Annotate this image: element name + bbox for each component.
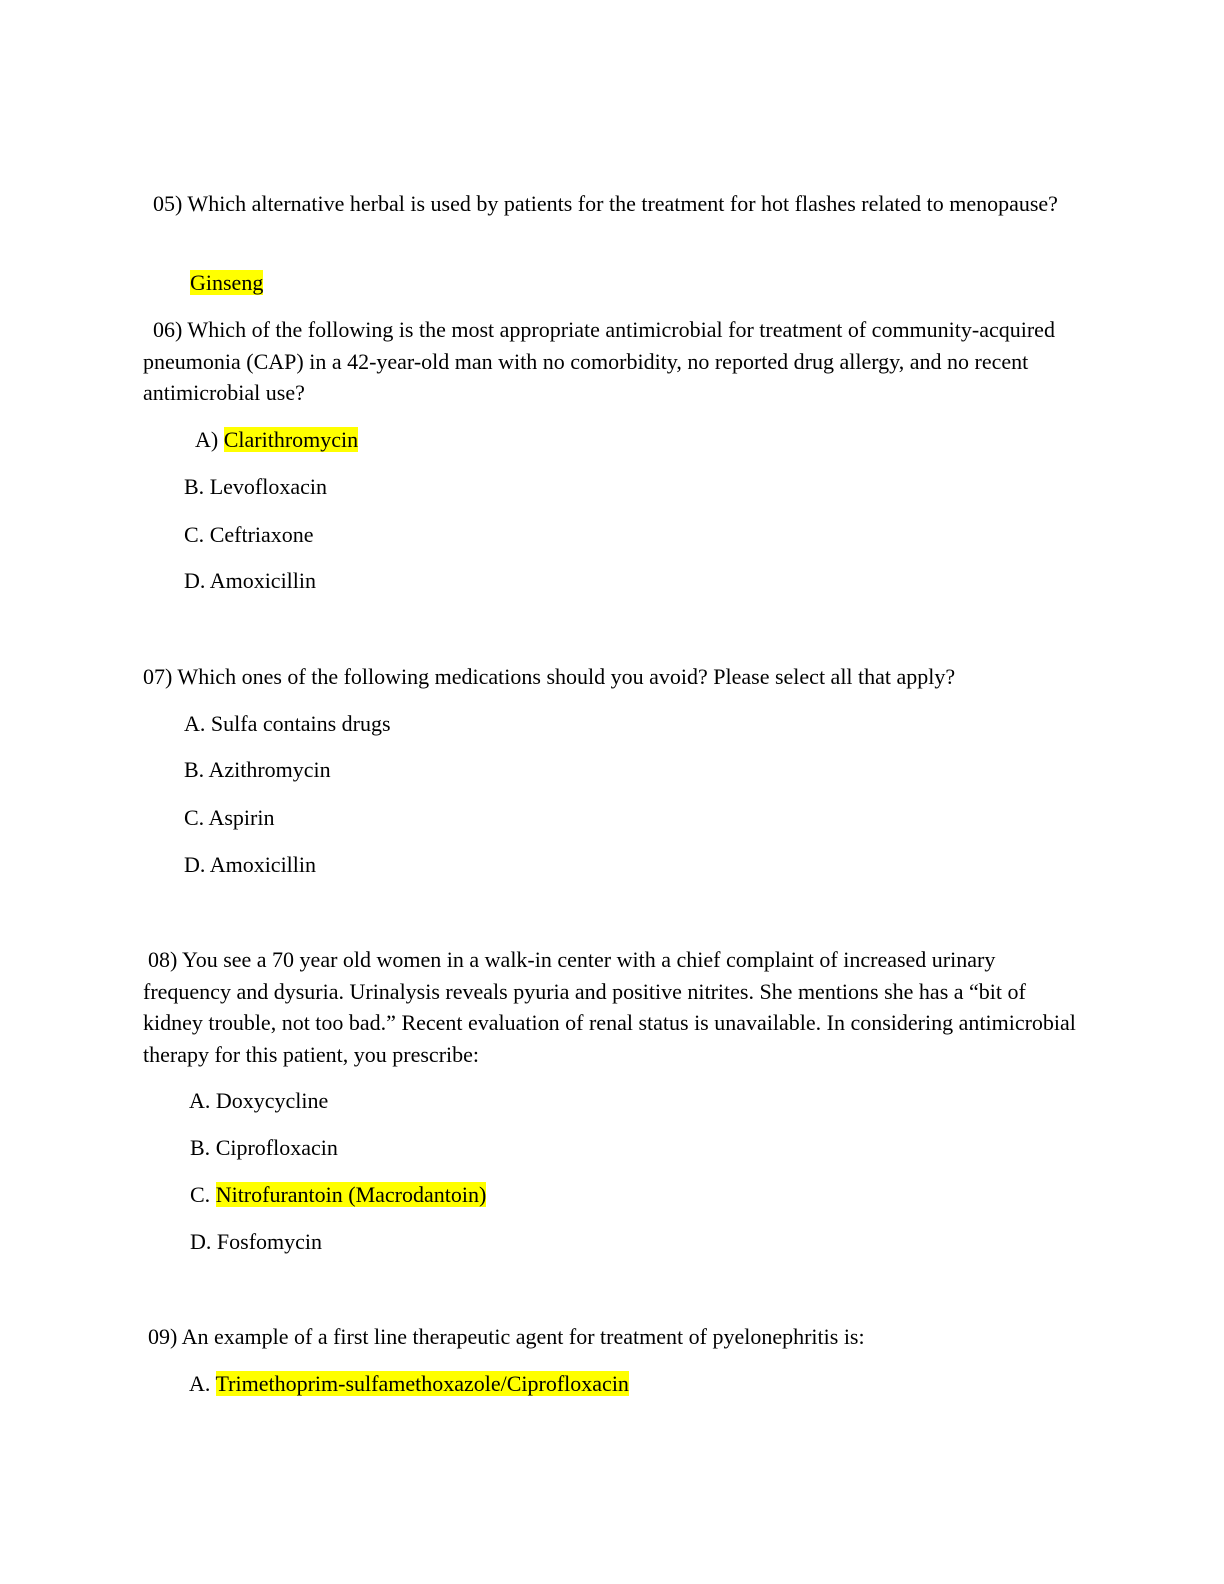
highlighted-answer: Nitrofurantoin (Macrodantoin) [215,1182,487,1207]
question-07-option-c [184,804,274,832]
option-label: Aspirin [208,805,275,830]
option-prefix: C. [184,805,209,830]
question-06-option-a [195,426,358,454]
option-label: Doxycycline [215,1088,329,1113]
question-08-text: 08) You see a 70 year old women in a walk-in center with a chief complaint of increased urinary frequency and dysuria. Urinalysis reveals pyuria and positive nitrites. She mentions she has a “bit of kidney trouble, not too bad.” Recent evaluation of renal status is unavailable. In considering antimicrobial therapy for this patient, you prescribe: [143,947,1076,1067]
option-label: Amoxicillin [209,852,317,877]
question-09-option-a [189,1370,629,1398]
option-prefix: C. [184,522,210,547]
question-07-option-a [184,710,391,738]
option-label: Levofloxacin [209,474,327,499]
option-label: Ceftriaxone [209,522,314,547]
question-08-option-c [190,1181,486,1209]
option-prefix: D. [184,568,210,593]
question-05-text: 05) Which alternative herbal is used by patients for the treatment for hot flashes related to menopause? [153,191,1058,216]
question-07-option-d [184,851,316,879]
question-06-option-b [184,473,327,501]
option-label: Amoxicillin [209,568,317,593]
option-prefix: B. [184,474,210,499]
highlighted-answer: Trimethoprim-sulfamethoxazole/Ciprofloxacin [215,1371,629,1396]
question-07-text: 07) Which ones of the following medications should you avoid? Please select all that apply? [143,664,956,689]
question-07-option-b [184,756,331,784]
question-06-option-c [184,521,314,549]
option-prefix: C. [190,1182,216,1207]
option-label: Azithromycin [208,757,331,782]
question-06-text: 06) Which of the following is the most appropriate antimicrobial for treatment of community-acquired pneumonia (CAP) in a 42-year-old man with no comorbidity, no reported drug allergy, and no recent antimicrobial use? [143,317,1055,405]
option-prefix: A. [189,1088,216,1113]
question-05-answer [190,269,263,297]
highlighted-answer: Ginseng [190,270,264,295]
option-prefix: A. [189,1371,216,1396]
question-08-option-a [189,1087,328,1115]
highlighted-answer: Clarithromycin [223,427,359,452]
option-prefix: A. [184,711,211,736]
option-prefix: B. [184,757,209,782]
option-prefix: A) [195,427,224,452]
question-08-option-b [190,1134,338,1162]
option-prefix: B. [190,1135,216,1160]
question-09-text: 09) An example of a first line therapeutic agent for treatment of pyelonephritis is: [148,1324,865,1349]
option-label: Ciprofloxacin [215,1135,338,1160]
option-prefix: D. [184,852,210,877]
option-label: Fosfomycin [216,1229,323,1254]
option-label: Sulfa contains drugs [210,711,391,736]
question-06-option-d [184,567,316,595]
option-prefix: D. [190,1229,217,1254]
question-08-option-d [190,1228,322,1256]
